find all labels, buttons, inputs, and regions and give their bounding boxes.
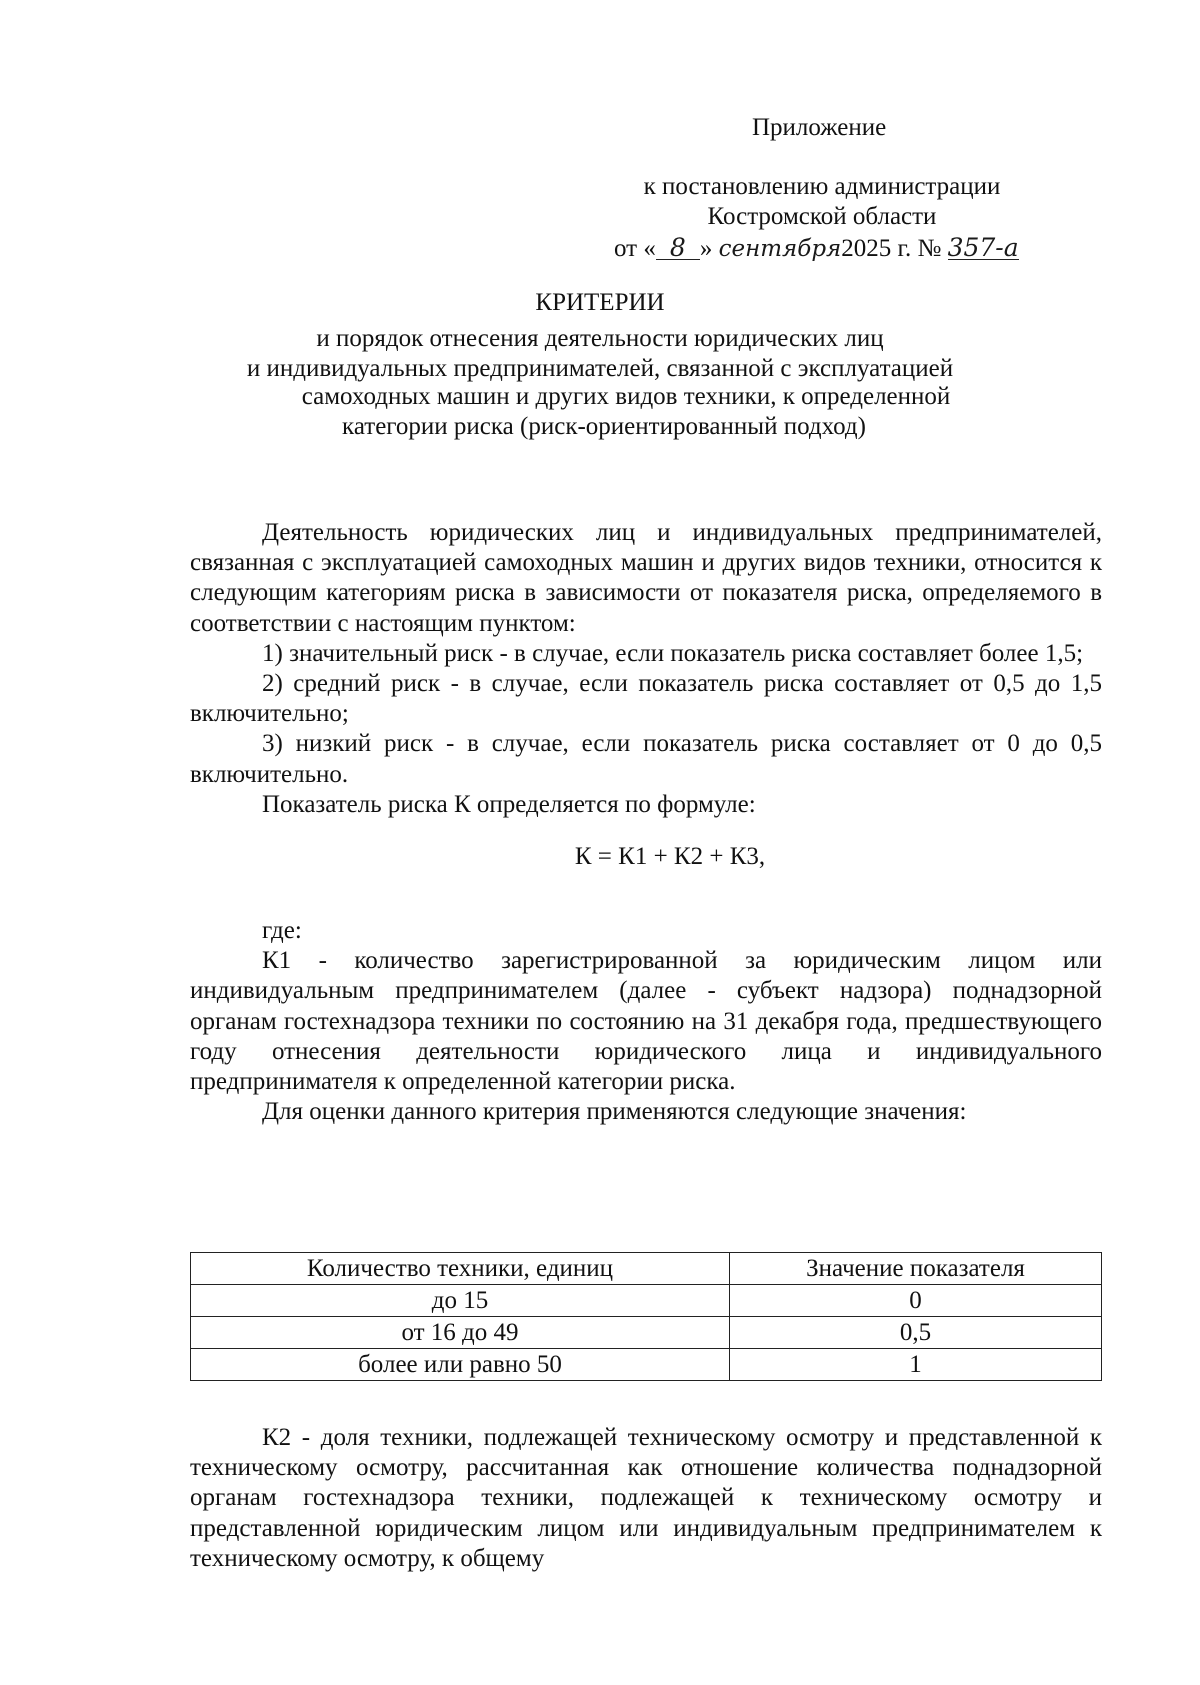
table-header-row <box>191 1253 1102 1285</box>
table-cell-quantity: от 16 до 49 <box>191 1317 730 1349</box>
table-cell-value: 1 <box>730 1349 1102 1381</box>
table-header-quantity: Количество техники, единиц <box>191 1253 730 1285</box>
table-cell-value: 0,5 <box>730 1317 1102 1349</box>
table-header-value: Значение показателя <box>730 1253 1102 1285</box>
date-year: 2025 г. № <box>841 235 942 262</box>
table-row <box>191 1349 1102 1381</box>
handwritten-decree-number: 357-а <box>947 233 1019 262</box>
title-line-1: и порядок отнесения деятельности юридических лиц <box>316 325 884 352</box>
risk-item-low: 3) низкий риск - в случае, если показатель риска составляет от 0 до 0,5 включительно. <box>190 730 1102 788</box>
appendix-label: Приложение <box>752 114 887 141</box>
risk-item-significant: 1) значительный риск - в случае, если показатель риска составляет более 1,5; <box>262 639 1084 667</box>
document-body <box>190 518 1102 1127</box>
table-row <box>191 1285 1102 1317</box>
k2-definition: К2 - доля техники, подлежащей техническому осмотру и представленной к техническому осмотру, рассчитанная как отношение количества поднадзорной органам гостехнадзора техники, подлежащей к техническому осмотру и представленной юридическим лицом или индивидуальным предпринимателем к техническому осмотру, к общему <box>190 1424 1102 1572</box>
decree-date-line <box>614 234 1019 264</box>
region-name: Костромской области <box>707 203 937 230</box>
intro-paragraph: Деятельность юридических лиц и индивидуальных предпринимателей, связанная с эксплуатацией самоходных машин и других видов техники, относится к следующим категориям риска в зависимости от показателя риска, определяемого в соответствии с настоящим пунктом: <box>190 519 1102 637</box>
title-line-2: и индивидуальных предпринимателей, связанной с эксплуатацией <box>246 355 954 382</box>
document-title: КРИТЕРИИ <box>535 289 665 316</box>
where-label: где: <box>262 917 302 945</box>
table-row <box>191 1317 1102 1349</box>
document-body-continued <box>190 1423 1102 1574</box>
risk-formula: К = К1 + К2 + К3, <box>574 843 766 871</box>
table-cell-quantity: до 15 <box>191 1285 730 1317</box>
handwritten-day: 8 <box>656 237 700 260</box>
title-line-3: самоходных машин и других видов техники, к определенной <box>301 383 951 410</box>
date-prefix: от « <box>614 235 656 262</box>
formula-intro: Показатель риска К определяется по формуле: <box>262 790 756 818</box>
decree-reference: к постановлению администрации <box>643 173 1001 200</box>
k1-values-intro: Для оценки данного критерия применяются следующие значения: <box>262 1098 967 1126</box>
table-cell-value: 0 <box>730 1285 1102 1317</box>
k1-definition: К1 - количество зарегистрированной за юридическим лицом или индивидуальным предпринимателем (далее - субъект надзора) поднадзорной органам гостехнадзора техники по состоянию на 31 декабря года, предшествующего году отнесения деятельности юридического лица и индивидуального предпринимателя к определенной категории риска. <box>190 947 1102 1096</box>
k1-values-table <box>190 1252 1102 1381</box>
table-cell-quantity: более или равно 50 <box>191 1349 730 1381</box>
risk-item-medium: 2) средний риск - в случае, если показатель риска составляет от 0,5 до 1,5 включительно; <box>190 670 1102 728</box>
date-mid: » <box>699 235 713 262</box>
appendix-header <box>0 0 1200 300</box>
title-line-4: категории риска (риск-ориентированный подход) <box>342 413 866 440</box>
handwritten-month: сентября <box>718 236 842 262</box>
